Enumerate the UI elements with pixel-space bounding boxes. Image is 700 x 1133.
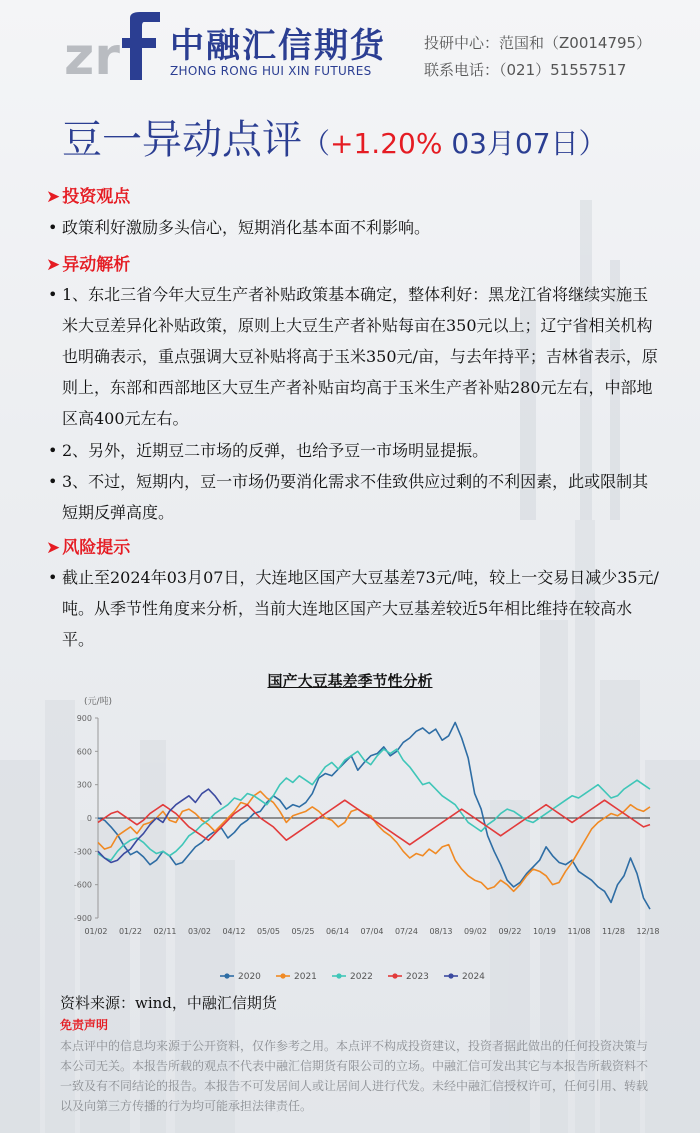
- legend-marker-2024: [448, 973, 453, 978]
- company-name-en: ZHONG RONG HUI XIN FUTURES: [170, 64, 372, 78]
- series-line-2022: [98, 749, 650, 860]
- x-tick-label: 02/11: [153, 927, 177, 936]
- legend-label-2020: 2020: [238, 972, 261, 982]
- list-item: [48, 562, 660, 655]
- bullet-icon: •: [48, 285, 58, 304]
- bullet-icon: •: [48, 441, 58, 460]
- legend-marker-2023: [392, 973, 397, 978]
- company-name-cn: 中融汇信期货: [170, 26, 386, 66]
- title-open-paren: （: [302, 127, 331, 160]
- list-item-text: 1、东北三省今年大豆生产者补贴政策基本确定，整体利好：黑龙江省将继续实施玉米大豆差异化补贴政策，原则上大豆生产者补贴每亩在350元以上；辽宁省相关机构也明确表示，重点强调大豆补贴将高于玉米350元/亩，与去年持平；吉林省表示，原则上，东部和西部地区大豆生产者补贴亩均高于玉米生产者补贴280元左右，中部地区高400元左右。: [62, 285, 658, 428]
- y-tick-label: 900: [76, 714, 92, 723]
- title-close-paren: ）: [578, 127, 607, 160]
- x-tick-label: 01/22: [118, 927, 143, 936]
- list-item-text: 截止至2024年03月07日，大连地区国产大豆基差73元/吨，较上一交易日减少35元/吨。从季节性角度来分析，当前大连地区国产大豆基差较近5年相比维持在较高水平。: [62, 568, 659, 649]
- x-tick-label: 06/14: [325, 927, 350, 936]
- x-tick-label: 09/02: [463, 927, 488, 936]
- list-item: [48, 466, 660, 528]
- y-axis-unit-label: (元/吨): [84, 697, 113, 707]
- x-tick-label: 10/19: [532, 927, 557, 936]
- bullet-icon: •: [48, 568, 58, 587]
- legend-marker-2021: [280, 973, 285, 978]
- x-tick-label: 05/05: [256, 927, 281, 936]
- series-line-2023: [98, 800, 650, 844]
- legend-label-2024: 2024: [462, 972, 485, 982]
- y-tick-label: -900: [73, 914, 92, 923]
- list-item-text: 2、另外，近期豆二市场的反弹，也给予豆一市场明显提振。: [62, 441, 489, 460]
- chevron-right-icon: ➤: [46, 538, 61, 558]
- bullet-icon: •: [48, 218, 58, 237]
- contact-info: [424, 30, 651, 84]
- legend-label-2022: 2022: [350, 972, 373, 982]
- list-item-text: 3、不过，短期内，豆一市场仍要消化需求不佳致供应过剩的不利因素，此或限制其短期反弹高度。: [62, 472, 649, 522]
- section-heading-risk: [46, 533, 130, 558]
- x-tick-label: 07/04: [360, 927, 384, 936]
- list-item-text: 政策利好激励多头信心，短期消化基本面不利影响。: [62, 218, 431, 237]
- series-line-2021: [98, 791, 650, 891]
- title-date: 03月07日: [442, 127, 579, 160]
- title-main: 豆一异动点评: [62, 117, 302, 163]
- phone-line: 联系电话：（021）51557517: [424, 61, 627, 79]
- section-heading-risk-label: 风险提示: [62, 538, 131, 558]
- y-tick-label: 600: [76, 747, 92, 757]
- section-heading-view: [46, 182, 130, 207]
- svg-text:zr: zr: [64, 27, 120, 82]
- x-tick-label: 09/22: [498, 927, 522, 936]
- x-tick-label: 03/02: [187, 927, 212, 936]
- analyst-line: 投研中心：范国和（Z0014795）: [424, 34, 652, 52]
- disclaimer-text: 本点评中的信息均来源于公开资料，仅作参考之用。本点评不构成投资建议，投资者据此做出的任何投资决策与本公司无关。本报告所载的观点不代表中融汇信期货有限公司的立场。中融汇信可发出其它与本报告所载资料不一致及有不同结论的报告。本报告不可发居间人或让居间人进行代发。未经中融汇信授权许可，任何引用、转载以及向第三方传播的行为均可能承担法律责任。: [60, 1039, 649, 1113]
- y-tick-label: 0: [86, 814, 92, 823]
- y-tick-label: -600: [73, 880, 92, 890]
- legend-marker-2022: [336, 973, 341, 978]
- seasonal-basis-chart: [60, 688, 660, 988]
- x-tick-label: 11/28: [601, 927, 626, 936]
- section-heading-analysis-label: 异动解析: [62, 255, 131, 275]
- legend-marker-2020: [224, 973, 229, 978]
- series-line-2020: [98, 722, 650, 909]
- section-heading-view-label: 投资观点: [62, 187, 131, 207]
- x-tick-label: 12/18: [636, 927, 660, 936]
- list-item: [48, 212, 660, 243]
- chart-title: 国产大豆基差季节性分析: [267, 672, 433, 690]
- data-source: 资料来源：wind，中融汇信期货: [60, 994, 277, 1012]
- legend-label-2023: 2023: [406, 972, 429, 982]
- y-tick-label: 300: [76, 780, 92, 790]
- list-item: [48, 279, 660, 434]
- legend-label-2021: 2021: [294, 972, 317, 982]
- list-item: [48, 435, 660, 466]
- change-percent: +1.20%: [330, 127, 443, 160]
- x-tick-label: 07/24: [394, 927, 419, 936]
- section-heading-analysis: [46, 250, 130, 275]
- disclaimer-title: 免责声明: [60, 1018, 109, 1032]
- x-tick-label: 08/13: [429, 927, 453, 936]
- x-tick-label: 04/12: [222, 927, 246, 936]
- chevron-right-icon: ➤: [46, 255, 61, 275]
- chevron-right-icon: ➤: [46, 187, 61, 207]
- y-tick-label: -300: [73, 847, 92, 857]
- bullet-icon: •: [48, 472, 58, 491]
- x-tick-label: 11/08: [567, 927, 591, 936]
- x-tick-label: 01/02: [84, 927, 108, 936]
- report-header: [0, 0, 700, 100]
- company-logo-icon: [64, 12, 160, 82]
- x-tick-label: 05/25: [291, 927, 315, 936]
- page-title: [62, 108, 607, 165]
